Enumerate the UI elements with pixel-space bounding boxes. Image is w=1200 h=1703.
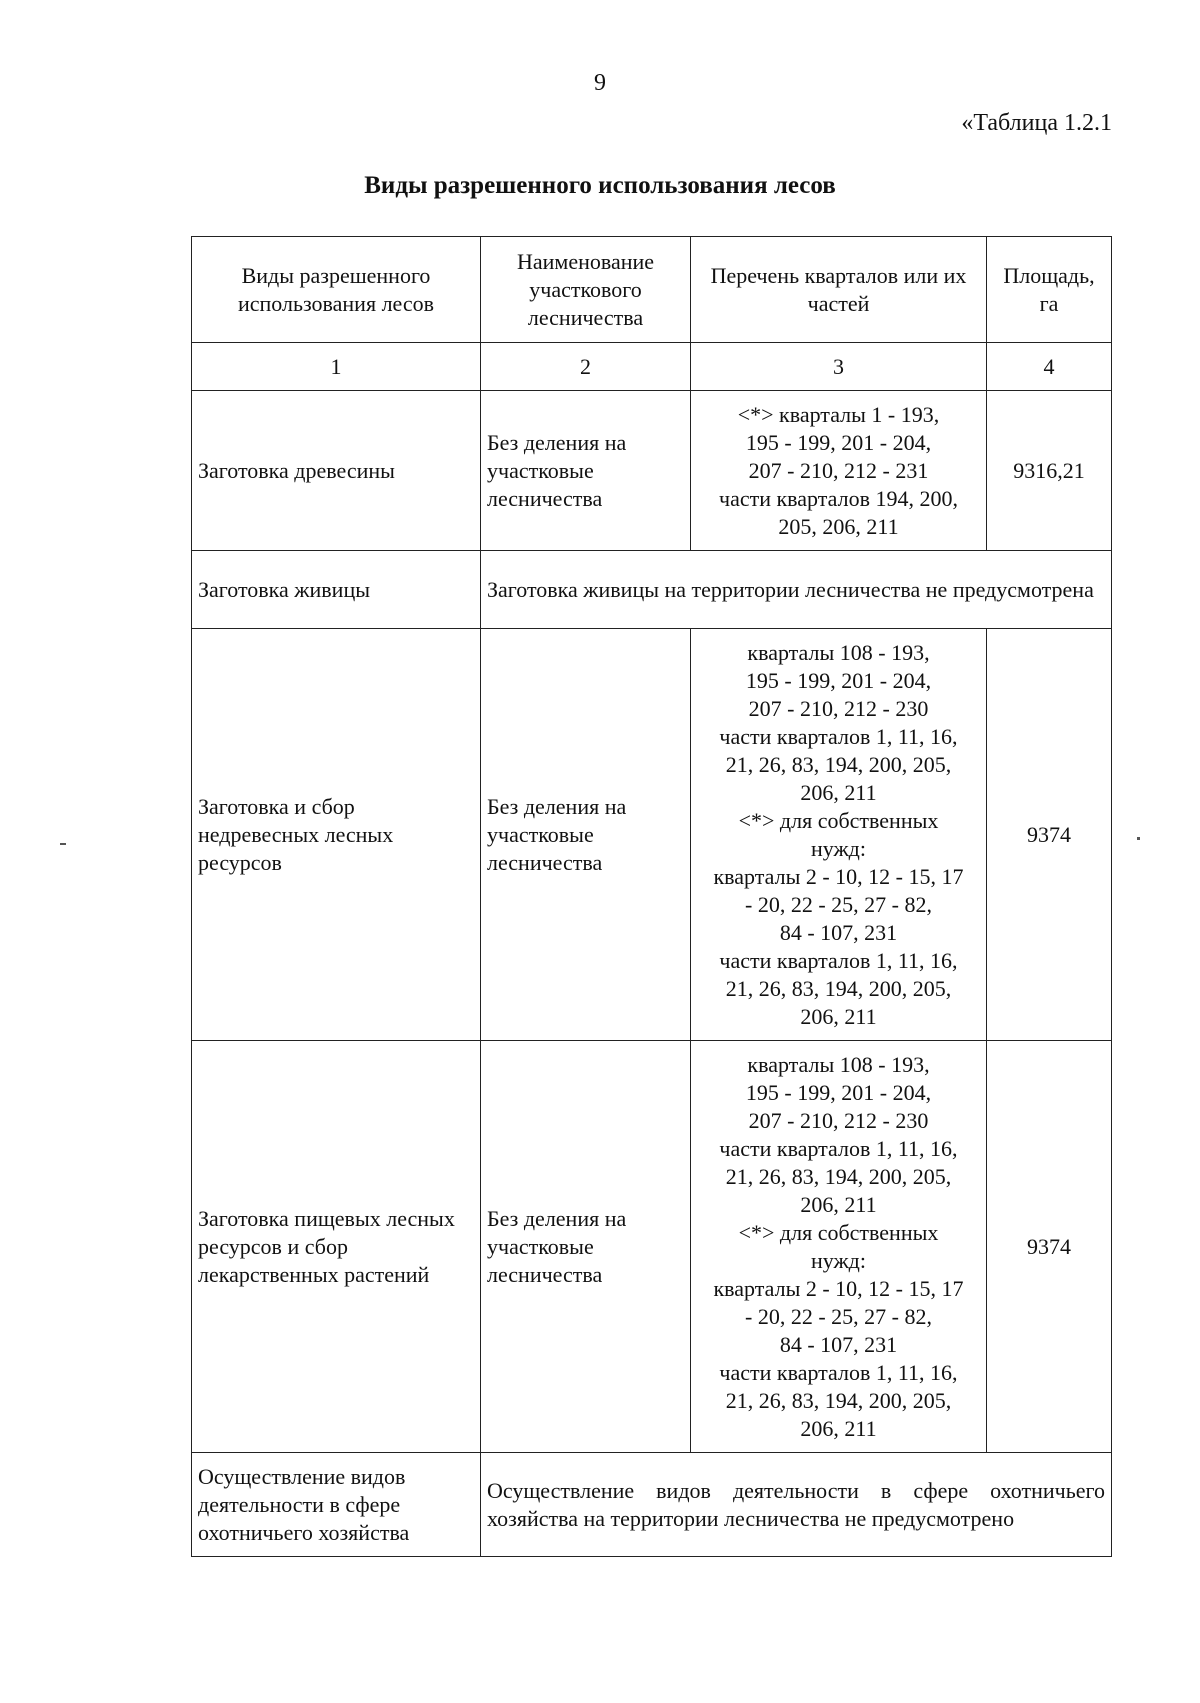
column-number: 1 [192,343,481,391]
quarters-line: 21, 26, 83, 194, 200, 205, [725,751,952,777]
scan-speck-left [60,843,66,845]
quarters-line: части кварталов 1, 11, 16, [719,1359,958,1385]
quarters-line: 84 - 107, 231 [779,919,898,945]
column-number: 4 [987,343,1112,391]
quarters-cell [691,391,987,551]
quarters-line: кварталы 108 - 193, [747,1051,930,1077]
table-row [192,1453,1112,1557]
forestry-cell: Без деления на участковые лесничества [481,391,691,551]
scan-speck-right [1137,837,1140,840]
page-number: 9 [594,70,606,96]
quarters-cell [691,1041,987,1453]
quarters-line: кварталы 108 - 193, [747,639,930,665]
quarters-cell [691,629,987,1041]
table-row [192,551,1112,629]
quarters-line: 207 - 210, 212 - 230 [748,695,929,721]
area-cell: 9374 [987,1041,1112,1453]
quarters-line: 21, 26, 83, 194, 200, 205, [725,975,952,1001]
quarters-line: 205, 206, 211 [778,513,899,539]
quarters-line: <*> для собственных [738,807,939,833]
forestry-cell: Без деления на участковые лесничества [481,629,691,1041]
area-cell: 9316,21 [987,391,1112,551]
use-kind-cell: Осуществление видов деятельности в сфере охотничьего хозяйства [192,1453,481,1557]
use-kind-cell: Заготовка древесины [192,391,481,551]
quarters-line: части кварталов 1, 11, 16, [719,947,958,973]
quarters-line: 21, 26, 83, 194, 200, 205, [725,1387,952,1413]
header-row [192,237,1112,343]
quarters-line: 207 - 210, 212 - 230 [748,1107,929,1133]
quarters-line: 21, 26, 83, 194, 200, 205, [725,1163,952,1189]
use-kind-cell: Заготовка пищевых лесных ресурсов и сбор лекарственных растений [192,1041,481,1453]
quarters-line: 195 - 199, 201 - 204, [745,667,932,693]
quarters-line: 84 - 107, 231 [779,1331,898,1357]
quarters-line: кварталы 2 - 10, 12 - 15, 17 [713,863,964,889]
column-number: 2 [481,343,691,391]
header-cell-forestry: Наименование участкового лесничества [481,237,691,343]
use-kind-cell: Заготовка живицы [192,551,481,629]
quarters-line: 206, 211 [800,1191,877,1217]
quarters-line: 206, 211 [800,779,877,805]
quarters-line: кварталы 2 - 10, 12 - 15, 17 [713,1275,964,1301]
table-row [192,391,1112,551]
header-cell-kind: Виды разрешенного использования лесов [192,237,481,343]
quarters-line: 195 - 199, 201 - 204, [745,1079,932,1105]
quarters-line: <*> кварталы 1 - 193, [737,401,940,427]
table-row [192,629,1112,1041]
quarters-line: 207 - 210, 212 - 231 [748,457,929,483]
table-row [192,1041,1112,1453]
quarters-line: 206, 211 [800,1415,877,1441]
quarters-line: части кварталов 194, 200, [719,485,958,511]
quarters-line: - 20, 22 - 25, 27 - 82, [745,1303,932,1329]
quarters-line: 206, 211 [800,1003,877,1029]
quarters-line: - 20, 22 - 25, 27 - 82, [745,891,932,917]
quarters-line: нужд: [811,1247,866,1273]
header-cell-area: Площадь, га [987,237,1112,343]
quarters-line: нужд: [811,835,866,861]
forestry-cell: Без деления на участковые лесничества [481,1041,691,1453]
column-number-row [192,343,1112,391]
merged-note-cell: Осуществление видов деятельности в сфере охотничьего хозяйства на территории лесничества не предусмотрено [481,1453,1112,1557]
quarters-line: 195 - 199, 201 - 204, [745,429,932,455]
use-kind-cell: Заготовка и сбор недревесных лесных ресурсов [192,629,481,1041]
forest-use-table [191,236,1112,1557]
merged-note-cell: Заготовка живицы на территории лесничества не предусмотрена [481,551,1112,629]
quarters-line: части кварталов 1, 11, 16, [719,1135,958,1161]
header-cell-quarters: Перечень кварталов или их частей [691,237,987,343]
quarters-line: <*> для собственных [738,1219,939,1245]
quarters-line: части кварталов 1, 11, 16, [719,723,958,749]
area-cell: 9374 [987,629,1112,1041]
column-number: 3 [691,343,987,391]
table-reference: «Таблица 1.2.1 [961,110,1112,136]
document-title: Виды разрешенного использования лесов [364,172,836,199]
